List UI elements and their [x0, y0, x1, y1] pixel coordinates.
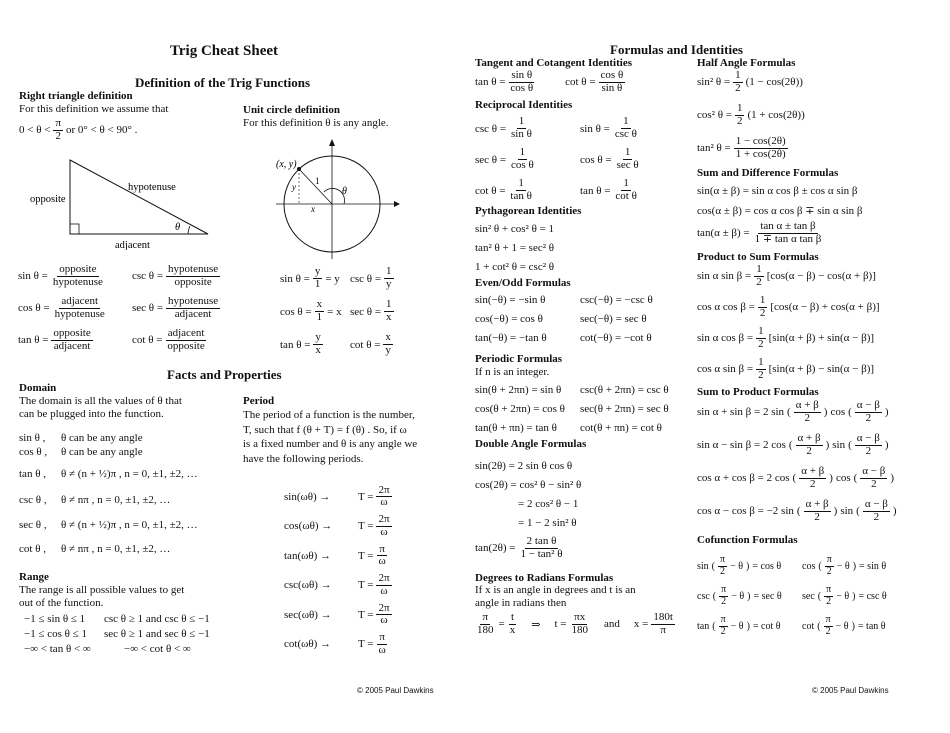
periodic-text: If n is an integer.: [475, 366, 550, 378]
range-text: The range is all possible values to get out of the function.: [19, 584, 185, 609]
range-list: −1 ≤ sin θ ≤ 1 csc θ ≥ 1 and csc θ ≤ −1 −1 ≤ cos θ ≤ 1 sec θ ≥ 1 and sec θ ≤ −1 −∞ < tan θ < ∞ −∞ < cot θ < ∞: [24, 613, 210, 655]
pyth-heading: Pythagorean Identities: [475, 205, 582, 217]
pyth-formulas: sin² θ + cos² θ = 1 tan² θ + 1 = sec² θ 1 + cot² θ = csc² θ: [475, 223, 555, 273]
label-y: y: [292, 182, 296, 192]
label-opposite: opposite: [30, 194, 66, 205]
right-triangle-heading: Right triangle definition: [19, 90, 133, 102]
period-heading: Period: [243, 395, 275, 407]
label-point: (x, y): [276, 159, 297, 170]
label-one: 1: [315, 176, 320, 186]
half-formulas: sin² θ = $\frac{1}{2}$ (1 − cos(2θ)) cos² θ = $\frac{1}{2}$ (1 + cos(2θ)) tan² θ = $\frac{1 - \cos(2\theta)}{1 + \cos(2\theta)}$: [697, 69, 805, 160]
double-formulas: sin(2θ) = 2 sin θ cos θ cos(2θ) = cos² θ − sin² θ = 2 cos² θ − 1 = 1 − 2 sin² θ: [475, 460, 582, 529]
periodic-heading: Periodic Formulas: [475, 353, 563, 365]
right-triangle-diagram: [20, 150, 220, 250]
unit-circle-diagram: [272, 134, 407, 262]
recip-formulas: csc θ = $\frac{1}{\text{sin θ}}$ sin θ = $\frac{1}{\text{csc θ}}$ sec θ = $\frac{1}{\text{cos θ}}$ cos θ = $\frac{1}{\text{sec θ}}$ cot θ = $\frac{1}{\text{tan θ}}$ tan θ = $\frac{1}{\text{cot θ}}$: [475, 115, 639, 202]
unit-circle-text: For this definition θ is any angle.: [243, 117, 389, 129]
label-hypotenuse: hypotenuse: [128, 182, 176, 193]
label-x: x: [311, 204, 315, 214]
range-heading: Range: [19, 571, 49, 583]
uc-def-row: cos θ = $\frac{x}{1}$ = x sec θ = $\frac{1}{x}$: [280, 298, 392, 323]
tancot-formulas: tan θ = $\frac{\text{sin θ}}{\text{cos θ}}$ cot θ = $\frac{\text{cos θ}}{\text{sin θ}}$: [475, 69, 624, 94]
label-circle-theta: θ: [342, 186, 347, 197]
unit-circle-heading: Unit circle definition: [243, 104, 340, 116]
right-triangle-condition: 0 < θ < $\frac{\pi}{2}$ or 0° < θ < 90° .: [19, 117, 138, 142]
recip-heading: Reciprocal Identities: [475, 99, 573, 111]
s2p-heading: Sum to Product Formulas: [697, 386, 819, 398]
right-triangle-text: For this definition we assume that: [19, 103, 169, 115]
periodic-formulas: sin(θ + 2πn) = sin θ csc(θ + 2πn) = csc θ cos(θ + 2πn) = cos θ sec(θ + 2πn) = sec θ tan(θ + πn) = tan θ cot(θ + πn) = cot θ: [475, 384, 669, 434]
sumdiff-heading: Sum and Difference Formulas: [697, 167, 839, 179]
half-heading: Half Angle Formulas: [697, 57, 796, 69]
p2s-heading: Product to Sum Formulas: [697, 251, 819, 263]
deg-formula: $\frac{\pi}{180}$ = $\frac{t}{x}$ ⇒ t = $\frac{\pi x}{180}$ and x = $\frac{180t}{\pi}$: [477, 611, 673, 636]
double-tan: tan(2θ) = $\frac{\text{2 tan θ}}{\text{1 − tan² θ}}$: [475, 535, 563, 560]
p2s-formulas: sin α sin β = $\frac{1}{2}$ [cos(α − β) − cos(α + β)] cos α cos β = $\frac{1}{2}$ [cos(α − β) + cos(α + β)] sin α cos β = $\frac{1}{2}$ [sin(α + β) + sin(α − β)] cos α sin β = $\frac{1}{2}$ [sin(α + β) − sin(α − β)]: [697, 263, 880, 381]
rt-definitions: [18, 260, 220, 356]
deg-heading: Degrees to Radians Formulas: [475, 572, 614, 584]
period-text: The period of a function is the number, T, such that f (θ + T) = f (θ) . So, if ω is a fixed number and θ is any angle we have the following periods.: [243, 409, 418, 465]
section-heading-definitions: Definition of the Trig Functions: [135, 75, 311, 90]
period-list: sin(ωθ) → T = $\frac{2\pi}{\omega}$ cos(ωθ) → T = $\frac{2\pi}{\omega}$ tan(ωθ) → T = $\frac{\pi}{\omega}$ csc(ωθ) → T = $\frac{2\pi}{\omega}$ sec(ωθ) → T = $\frac{2\pi}{\omega}$ cot(ωθ) → T = $\frac{\pi}{\omega}$: [284, 483, 390, 656]
footer-right: © 2005 Paul Dawkins: [812, 686, 889, 695]
page-title-right: Formulas and Identities: [610, 42, 743, 57]
domain-text: The domain is all the values of θ that can be plugged into the function.: [19, 395, 182, 420]
cofn-formulas: sin ( $\frac{\pi}{2}$ − θ ) = cos θ cos ( $\frac{\pi}{2}$ − θ ) = sin θ csc ( $\frac{\pi}{2}$ − θ ) = sec θ sec ( $\frac{\pi}{2}$ − θ ) = csc θ tan ( $\frac{\pi}{2}$ − θ ) = cot θ cot ( $\frac{\pi}{2}$ − θ ) = tan θ: [697, 554, 887, 637]
domain-heading: Domain: [19, 382, 57, 394]
uc-definitions: [280, 262, 394, 361]
rt-def-row: sin θ = $\frac{\text{opposite}}{\text{hypotenuse}}$ csc θ = $\frac{\text{hypotenuse}}{\text{opposite}}$: [18, 262, 219, 288]
right-page: [475, 0, 950, 733]
tancot-heading: Tangent and Cotangent Identities: [475, 57, 632, 69]
uc-def-row: sin θ = $\frac{y}{1}$ = y csc θ = $\frac{1}{y}$: [280, 265, 392, 290]
evenodd-heading: Even/Odd Formulas: [475, 277, 571, 289]
sumdiff-formulas: sin(α ± β) = sin α cos β ± cos α sin β cos(α ± β) = cos α cos β ∓ sin α sin β: [697, 185, 863, 217]
uc-def-row: tan θ = $\frac{y}{x}$ cot θ = $\frac{x}{y}$: [280, 331, 391, 356]
section-heading-facts: Facts and Properties: [167, 367, 282, 382]
footer-left: © 2005 Paul Dawkins: [357, 686, 434, 695]
label-adjacent: adjacent: [115, 240, 150, 250]
deg-text: If x is an angle in degrees and t is an angle in radians then: [475, 584, 636, 609]
rt-def-row: tan θ = $\frac{\text{opposite}}{\text{adjacent}}$ cot θ = $\frac{\text{adjacent}}{\text{opposite}}$: [18, 326, 205, 352]
cofn-heading: Cofunction Formulas: [697, 534, 798, 546]
double-heading: Double Angle Formulas: [475, 438, 587, 450]
s2p-formulas: sin α + sin β = 2 sin ( $\frac{\alpha + \beta}{2}$ ) cos ( $\frac{\alpha - \beta}{2}$ ) sin α − sin β = 2 cos ( $\frac{\alpha + \beta}{2}$ ) sin ( $\frac{\alpha - \beta}{2}$ ) cos α + cos β = 2 cos ( $\frac{\alpha + \beta}{2}$ ) cos ( $\frac{\alpha - \beta}{2}$ ) cos α − cos β = −2 sin ( $\frac{\alpha + \beta}{2}$ ) sin ( $\frac{\alpha - \beta}{2}$ ): [697, 399, 897, 523]
page-title: Trig Cheat Sheet: [170, 43, 279, 59]
rt-def-row: cos θ = $\frac{\text{adjacent}}{\text{hypotenuse}}$ sec θ = $\frac{\text{hypotenuse}}{\text{adjacent}}$: [18, 294, 219, 320]
sumdiff-tan: tan(α ± β) = $\frac{\text{tan α ± tan β}}{\text{1 ∓ tan α tan β}}$: [697, 220, 822, 245]
label-theta: θ: [175, 222, 181, 233]
domain-list: sin θ , θ can be any angle cos θ , θ can be any angle tan θ , θ ≠ (n + ½)π , n = 0, ±1, ±2, … csc θ , θ ≠ nπ , n = 0, ±1, ±2, … sec θ , θ ≠ (n + ½)π , n = 0, ±1, ±2, … cot θ , θ ≠ nπ , n = 0, ±1, ±2, …: [19, 432, 198, 555]
evenodd-formulas: sin(−θ) = −sin θ csc(−θ) = −csc θ cos(−θ) = cos θ sec(−θ) = sec θ tan(−θ) = −tan θ cot(−θ) = −cot θ: [475, 294, 653, 344]
